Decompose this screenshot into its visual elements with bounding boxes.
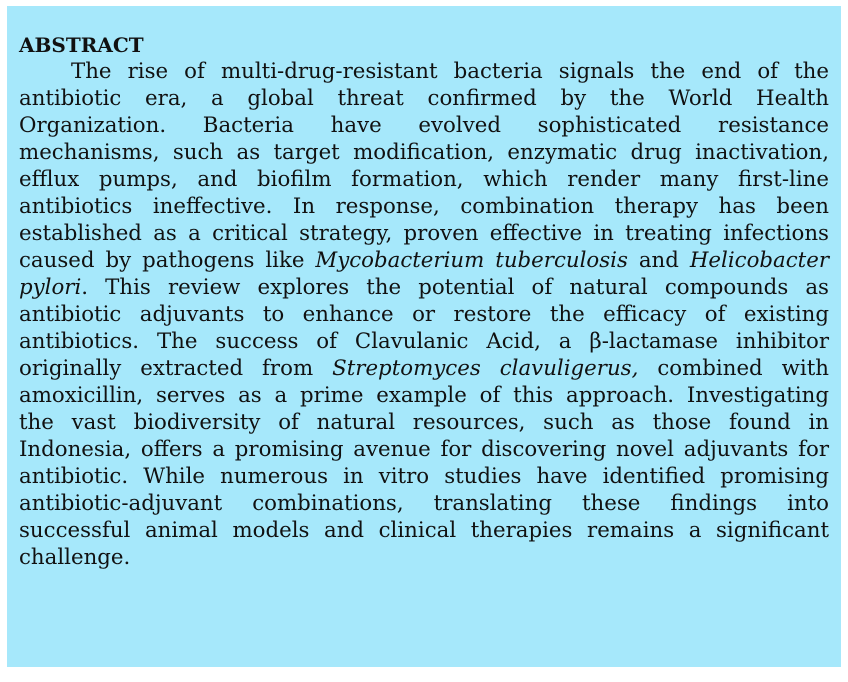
abstract-line	[19, 382, 829, 409]
abstract-body	[19, 58, 829, 571]
abstract-line	[19, 139, 829, 166]
abstract-line	[19, 301, 829, 328]
abstract-text: antibiotic. While numerous in vitro studies have identified promising	[19, 464, 829, 489]
abstract-text: established as a critical strategy, proven effective in treating infections	[19, 221, 829, 246]
abstract-text: antibiotics ineffective. In response, combination therapy has been	[19, 194, 829, 219]
abstract-line	[19, 517, 829, 544]
abstract-line	[19, 58, 829, 85]
abstract-text: mechanisms, such as target modification, enzymatic drug inactivation,	[19, 140, 829, 165]
abstract-text: antibiotic-adjuvant combinations, translating these findings into	[19, 491, 829, 516]
abstract-line	[19, 85, 829, 112]
abstract-text: antibiotics. The success of Clavulanic Acid, a β-lactamase inhibitor	[19, 329, 829, 354]
abstract-line	[19, 463, 829, 490]
abstract-line	[19, 112, 829, 139]
italic-term: Mycobacterium tuberculosis	[315, 248, 628, 273]
abstract-text: caused by pathogens like	[19, 248, 316, 273]
abstract-box	[7, 6, 841, 667]
abstract-line	[19, 220, 829, 247]
abstract-text: combined with	[638, 356, 829, 381]
abstract-line	[19, 544, 829, 571]
abstract-text: Indonesia, offers a promising avenue for discovering novel adjuvants for	[19, 437, 829, 462]
italic-term: Streptomyces clavuligerus,	[332, 356, 639, 381]
abstract-line	[19, 490, 829, 517]
abstract-line	[19, 166, 829, 193]
abstract-text: . This review explores the potential of natural compounds as	[81, 275, 829, 300]
abstract-heading: ABSTRACT	[19, 33, 144, 57]
italic-term: Helicobacter	[689, 248, 830, 273]
abstract-text: Organization. Bacteria have evolved sophisticated resistance	[19, 113, 829, 138]
abstract-text: efflux pumps, and biofilm formation, which render many first-line	[19, 167, 829, 192]
abstract-line	[19, 193, 829, 220]
abstract-line	[19, 328, 829, 355]
abstract-text: challenge.	[19, 545, 131, 570]
abstract-line	[19, 409, 829, 436]
abstract-text: originally extracted from	[19, 356, 333, 381]
abstract-line	[19, 355, 829, 382]
abstract-text: successful animal models and clinical therapies remains a significant	[19, 518, 829, 543]
italic-term: pylori	[19, 275, 82, 300]
abstract-line	[19, 247, 829, 274]
abstract-text: antibiotic adjuvants to enhance or restore the efficacy of existing	[19, 302, 829, 327]
abstract-text: The rise of multi-drug-resistant bacteria signals the end of the	[71, 59, 829, 84]
abstract-text: antibiotic era, a global threat confirmed by the World Health	[19, 86, 829, 111]
abstract-text: amoxicillin, serves as a prime example of this approach. Investigating	[19, 383, 829, 408]
abstract-line	[19, 436, 829, 463]
abstract-line	[19, 274, 829, 301]
abstract-text: and	[627, 248, 690, 273]
abstract-text: the vast biodiversity of natural resources, such as those found in	[19, 410, 829, 435]
